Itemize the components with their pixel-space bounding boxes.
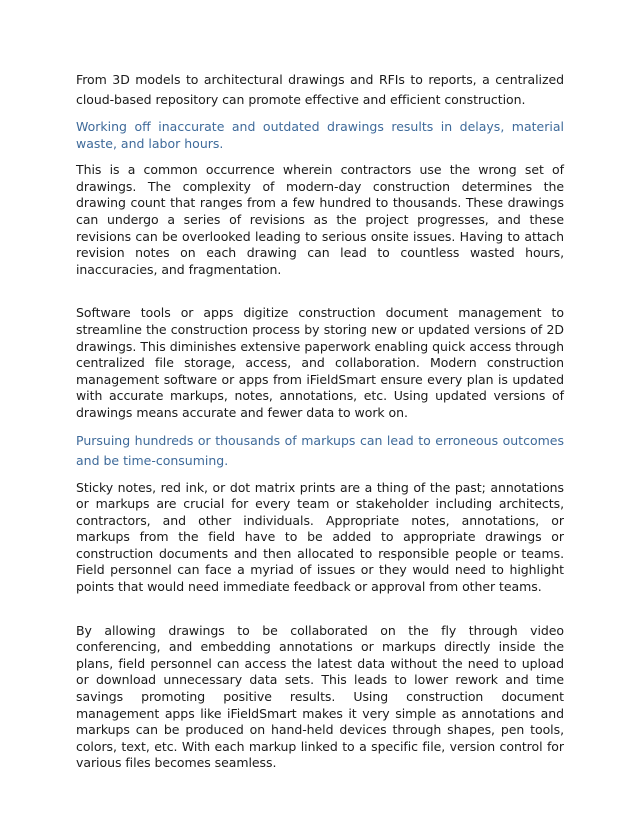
spacer bbox=[76, 110, 564, 119]
spacer bbox=[76, 152, 564, 162]
spacer bbox=[76, 278, 564, 305]
paragraph-software-tools: Software tools or apps digitize construction document management to streamline the construction process by storing new or updated versions of 2D drawings. This diminishes extensive paperwork enabling quick access through centralized file storage, access, and collaboration. Modern construction management software or apps from iFieldSmart ensure every plan is updated with accurate markups, notes, annotations, etc. Using updated versions of drawings means accurate and fewer data to work on. bbox=[76, 305, 564, 420]
section-heading-markups: Pursuing hundreds or thousands of markups can lead to erroneous outcomes and be time-consuming. bbox=[76, 432, 564, 468]
spacer bbox=[76, 471, 564, 480]
paragraph-annotations: Sticky notes, red ink, or dot matrix prints are a thing of the past; annotations or markups are crucial for every team or stakeholder including architects, contractors, and other individuals. Appropriate notes, annotations, or markups from the field have to be added to appropriate drawings or construction documents and then allocated to responsible people or teams. Field personnel can face a myriad of issues or they would need to highlight points that would need immediate feedback or approval from other teams. bbox=[76, 479, 564, 595]
spacer bbox=[76, 422, 564, 431]
paragraph-revisions: This is a common occurrence wherein contractors use the wrong set of drawings. The complexity of modern-day construction determines the drawing count that ranges from a few hundred to thousands. These drawings can undergo a series of revisions as the project progresses, and these revisions can be overlooked leading to serious onsite issues. Having to attach revision notes on each drawing can lead to countless wasted hours, inaccuracies, and fragmentation. bbox=[76, 162, 564, 277]
intro-paragraph: From 3D models to architectural drawings and RFIs to reports, a centralized cloud-based repository can promote effective and efficient construction. bbox=[76, 72, 564, 107]
document-page bbox=[76, 70, 564, 772]
section-heading-drawings: Working off inaccurate and outdated drawings results in delays, material waste, and labor hours. bbox=[76, 119, 564, 151]
paragraph-collaboration: By allowing drawings to be collaborated on the fly through video conferencing, and embedding annotations or markups directly inside the plans, field personnel can access the latest data without the need to upload or download unnecessary data sets. This leads to lower rework and time savings promoting positive results. Using construction document management apps like iFieldSmart makes it very simple as annotations and markups can be produced on hand-held devices through shapes, pen tools, colors, text, etc. With each markup linked to a specific file, version control for various files becomes seamless. bbox=[76, 622, 564, 771]
spacer bbox=[76, 596, 564, 623]
